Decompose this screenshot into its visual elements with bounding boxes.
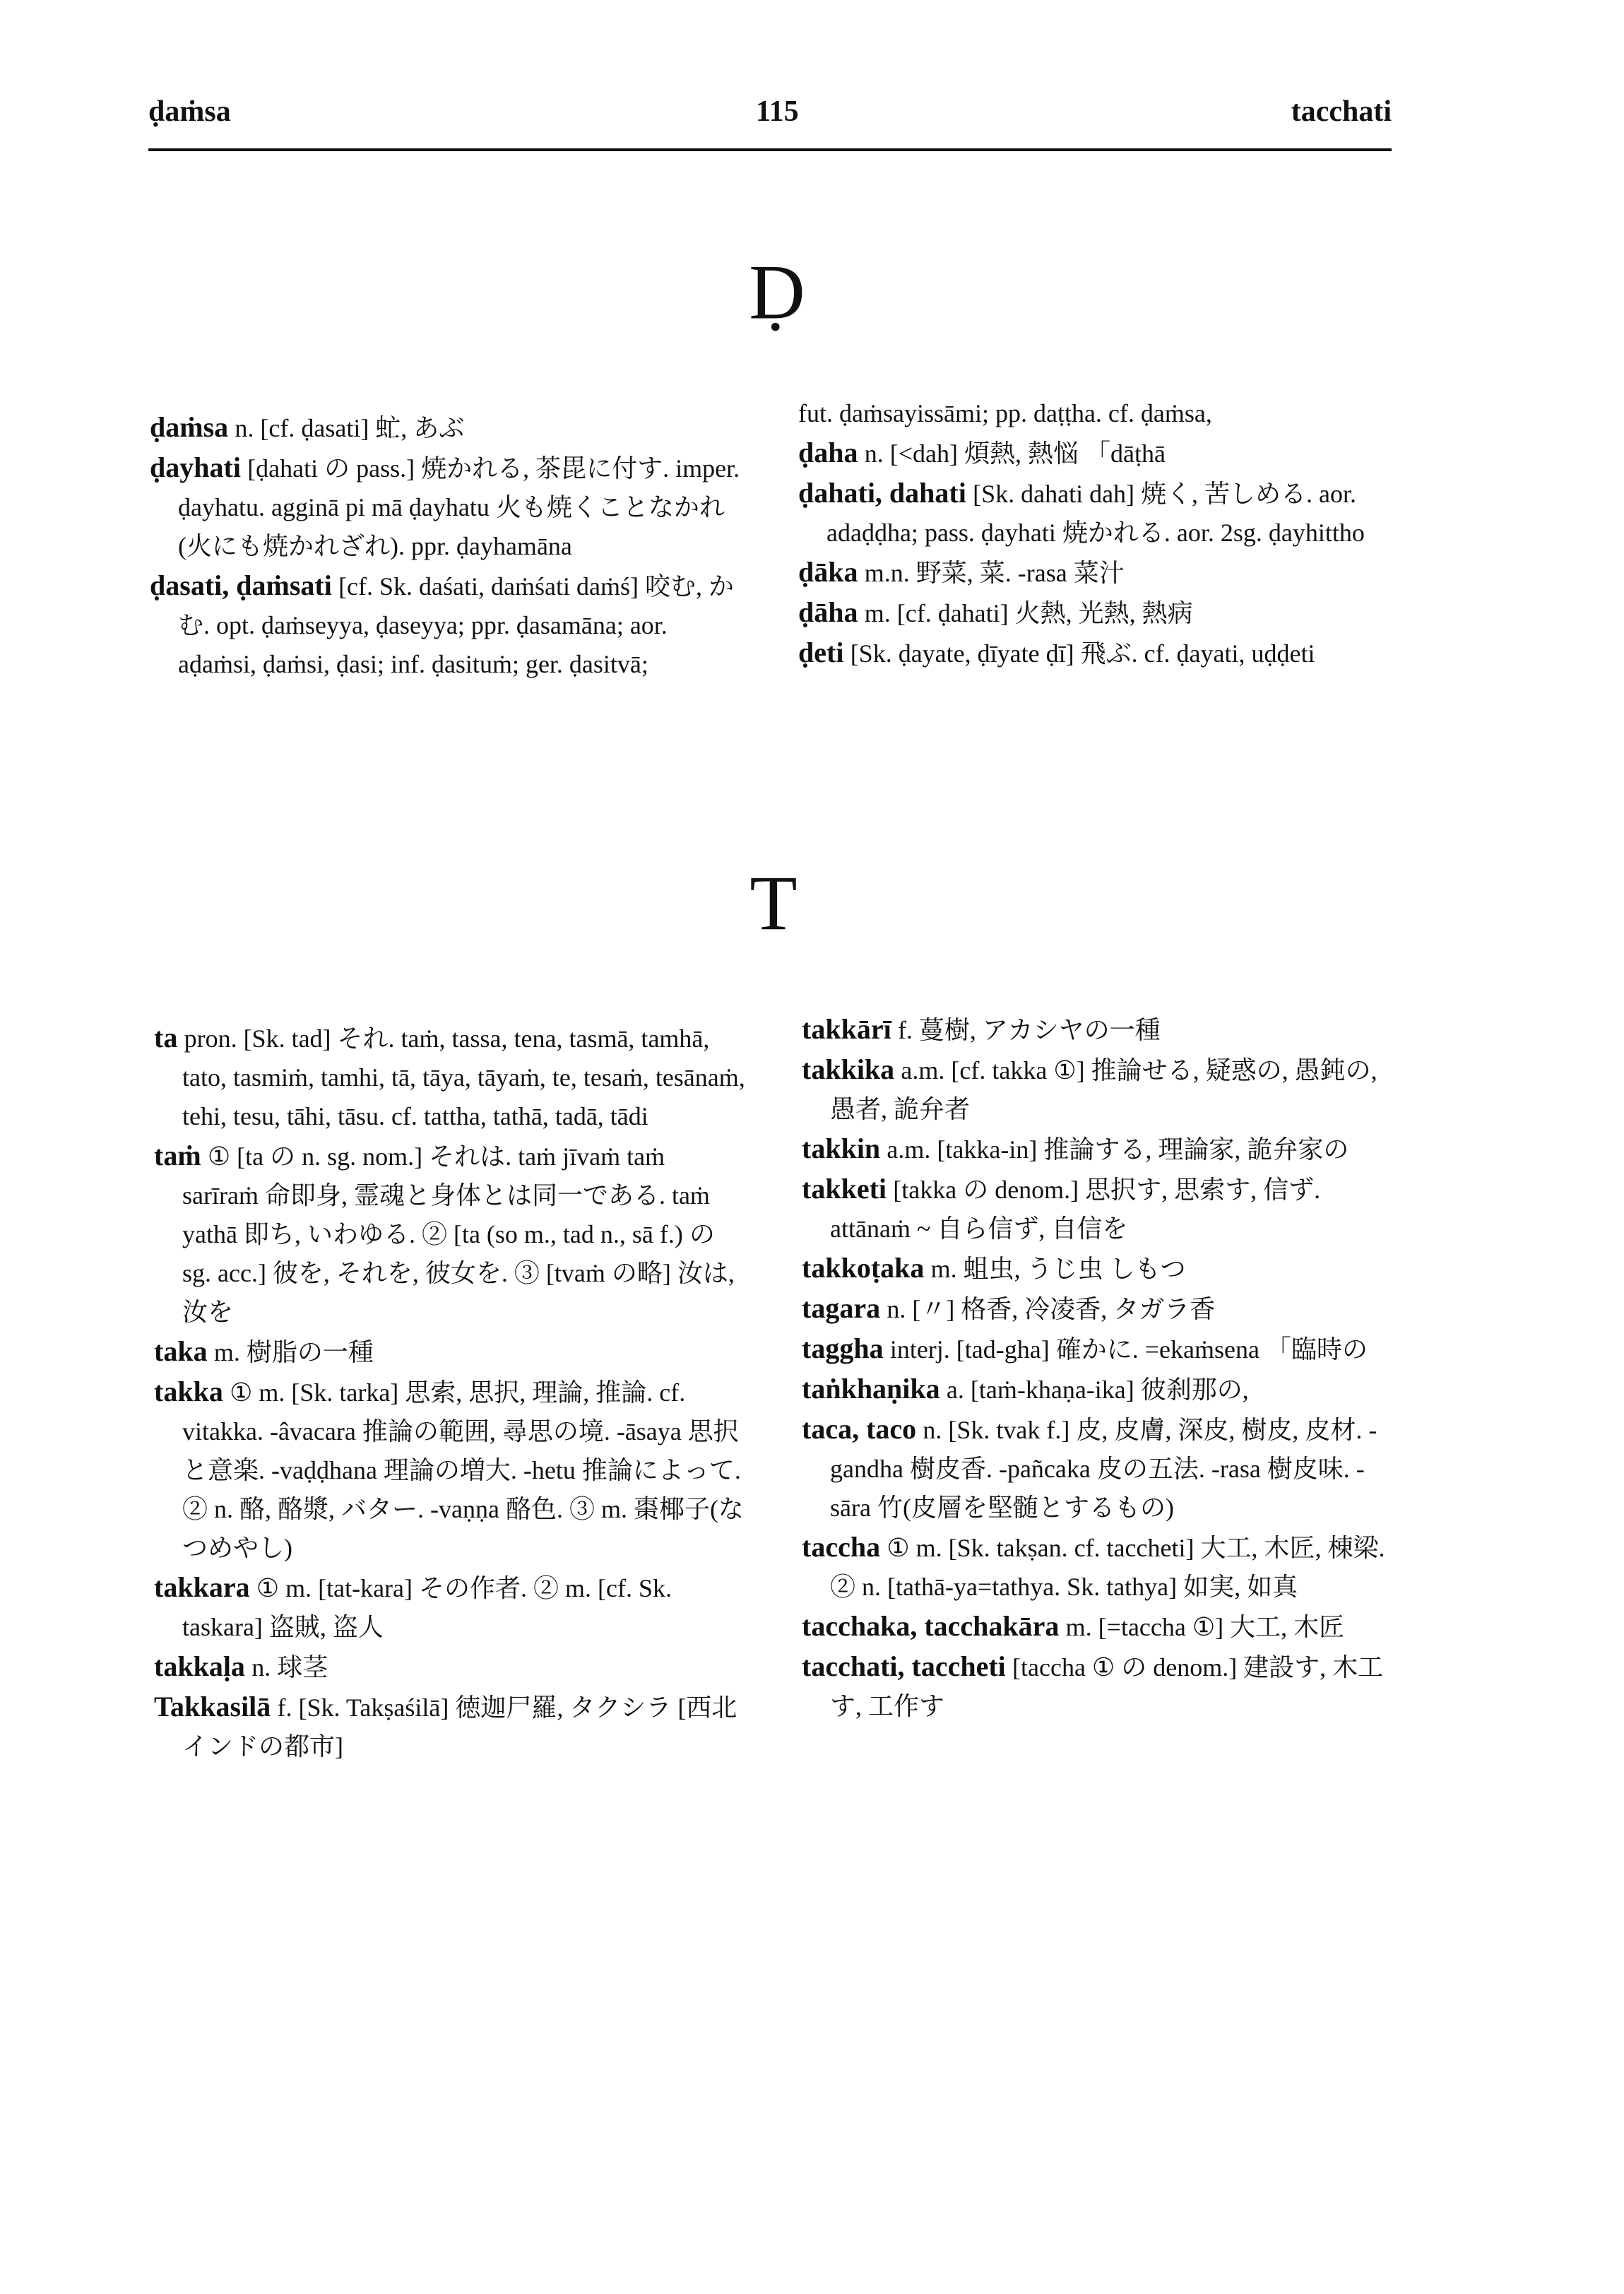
entry-headword: takkin — [802, 1133, 881, 1164]
dictionary-entry — [802, 1607, 1402, 1647]
entry-headword: takketi — [802, 1173, 887, 1205]
entry-headword: taṁ — [154, 1140, 201, 1171]
dictionary-entry — [802, 1648, 1402, 1726]
entry-definition: m. [cf. ḍahati] 火熱, 光熱, 熱病 — [864, 599, 1193, 627]
dictionary-entry — [154, 1137, 747, 1332]
entry-headword: takkika — [802, 1053, 895, 1085]
column-d-left — [150, 408, 743, 685]
entry-definition: n. [Sk. tvak f.] 皮, 皮膚, 深皮, 樹皮, 皮材. -gandha 樹皮香. -pañcaka 皮の五法. -rasa 樹皮味. -sāra 竹(皮層を堅髄とするもの) — [830, 1416, 1377, 1522]
dictionary-entry — [802, 1410, 1402, 1527]
dictionary-entry — [798, 474, 1399, 552]
dictionary-entry — [802, 1528, 1402, 1607]
entry-definition: interj. [tad-gha] 確かに. =ekaṁsena 「臨時の — [889, 1335, 1368, 1364]
column-t-right — [802, 1010, 1402, 1727]
entry-definition: ① m. [Sk. takṣan. cf. taccheti] 大工, 木匠, 棟梁. ② n. [tathā-ya=tathya. Sk. tathya] 如実, 如真 — [830, 1534, 1385, 1601]
entry-headword: Takkasilā — [154, 1691, 271, 1722]
entry-definition: [Sk. dahati dah] 焼く, 苦しめる. aor. adaḍḍha; pass. ḍayhati 焼かれる. aor. 2sg. ḍayhittho — [826, 480, 1365, 547]
entry-definition: n. [〃] 格香, 冷凌香, タガラ香 — [887, 1295, 1216, 1323]
entry-definition: m. [=taccha ①] 大工, 木匠 — [1065, 1613, 1345, 1641]
entry-definition: n. 球茎 — [251, 1653, 328, 1681]
dictionary-entry — [802, 1370, 1402, 1409]
entry-headword: taṅkhaṇika — [802, 1373, 940, 1405]
entry-definition: pron. [Sk. tad] それ. taṁ, tassa, tena, tasmā, tamhā, tato, tasmiṁ, tamhi, tā, tāya, tāyaṁ, te, tesaṁ, tesānaṁ, tehi, tesu, tāhi, tāsu. cf. tattha, tathā, tadā, tādi — [182, 1024, 745, 1130]
entry-headword: ḍāka — [798, 556, 858, 588]
page-header — [148, 85, 1392, 151]
entry-headword: ḍaha — [798, 437, 858, 468]
entry-definition: a.m. [cf. takka ①] 推論せる, 疑惑の, 愚鈍の, 愚者, 詭弁者 — [830, 1056, 1377, 1123]
entry-headword: ta — [154, 1022, 178, 1053]
entry-headword: takkara — [154, 1571, 250, 1603]
running-head-right: tacchati — [1291, 95, 1392, 128]
running-head-left: ḍaṁsa — [148, 95, 231, 128]
entry-headword: tacchati, taccheti — [802, 1650, 1006, 1682]
entry-headword: tagara — [802, 1292, 881, 1324]
dictionary-entry — [802, 1130, 1402, 1169]
dictionary-entry — [150, 449, 743, 566]
entry-definition: [Sk. ḍayate, ḍīyate ḍī] 飛ぶ. cf. ḍayati, uḍḍeti — [850, 639, 1315, 668]
entry-headword: takkoṭaka — [802, 1252, 925, 1284]
column-d-right — [798, 394, 1399, 674]
dictionary-entry — [802, 1249, 1402, 1289]
entry-definition: a.m. [takka-in] 推論する, 理論家, 詭弁家の — [887, 1135, 1349, 1164]
entry-headword: taggha — [802, 1332, 884, 1364]
entry-definition: m. 樹脂の一種 — [213, 1338, 374, 1366]
entry-headword: ḍāha — [798, 596, 858, 628]
entry-headword: ḍeti — [798, 637, 844, 668]
entry-definition: [ḍahati の pass.] 焼かれる, 茶毘に付す. imper. ḍayhatu. agginā pi mā ḍayhatu 火も焼くことなかれ (火にも焼かれざれ). ppr. ḍayhamāna — [178, 454, 740, 560]
entry-definition: [taccha ① の denom.] 建設す, 木工す, 工作す — [830, 1653, 1384, 1720]
entry-definition: ① m. [tat-kara] その作者. ② m. [cf. Sk. taskara] 盗賊, 盗人 — [182, 1574, 672, 1641]
dictionary-entry — [802, 1289, 1402, 1329]
dictionary-entry — [150, 567, 743, 684]
section-letter-d: Ḍ — [749, 249, 805, 335]
entry-definition: m.n. 野菜, 菜. -rasa 菜汁 — [864, 559, 1125, 587]
entry-definition: [cf. Sk. daśati, daṁśati daṁś] 咬む, かむ. opt. ḍaṁseyya, ḍaseyya; ppr. ḍasamāna; aor. aḍaṁsi, ḍaṁsi, ḍasi; inf. ḍasituṁ; ger. ḍasitvā; — [178, 572, 734, 678]
entry-definition: a. [taṁ-khaṇa-ika] 彼刹那の, — [946, 1376, 1249, 1404]
entry-headword: ḍayhati — [150, 451, 241, 483]
entry-headword: ḍahati, dahati — [798, 477, 966, 509]
dictionary-entry — [798, 553, 1399, 593]
dictionary-entry — [802, 1051, 1402, 1129]
dictionary-entry-continuation — [798, 394, 1399, 433]
dictionary-entry — [802, 1010, 1402, 1050]
entry-headword: tacchaka, tacchakāra — [802, 1610, 1060, 1642]
entry-headword: taca, taco — [802, 1413, 917, 1445]
entry-definition: f. 蔓樹, アカシヤの一種 — [897, 1016, 1161, 1044]
entry-headword: takkārī — [802, 1013, 891, 1045]
dictionary-entry — [154, 1373, 747, 1568]
dictionary-entry — [798, 593, 1399, 633]
section-letter-t: T — [749, 860, 798, 946]
dictionary-entry — [154, 1648, 747, 1687]
entry-definition: ① [ta の n. sg. nom.] それは. taṁ jīvaṁ taṁ sarīraṁ 命即身, 霊魂と身体とは同一である. taṁ yathā 即ち, いわゆる. ② [ta (so m., tad n., sā f.) の sg. acc.] 彼を, それを, 彼女を. ③ [tvaṁ の略] 汝は, 汝を — [182, 1142, 735, 1326]
entry-headword: takka — [154, 1376, 223, 1407]
entry-definition: n. [cf. ḍasati] 虻, あぶ — [235, 414, 465, 442]
entry-definition: [takka の denom.] 思択す, 思索す, 信ず. attānaṁ ~ 自ら信ず, 自信を — [830, 1176, 1321, 1243]
entry-definition: f. [Sk. Takṣaśilā] 徳迦尸羅, タクシラ [西北インドの都市] — [182, 1693, 737, 1761]
dictionary-entry — [802, 1170, 1402, 1248]
entry-headword: ḍasati, ḍaṁsati — [150, 569, 332, 601]
entry-headword: taka — [154, 1335, 208, 1367]
dictionary-entry — [154, 1019, 747, 1136]
entry-headword: takkaḷa — [154, 1650, 245, 1682]
dictionary-entry — [798, 434, 1399, 473]
dictionary-entry — [798, 634, 1399, 673]
entry-definition: n. [<dah] 煩熱, 熱悩 「dāṭhā — [864, 439, 1166, 468]
entry-definition: fut. ḍaṁsayissāmi; pp. daṭṭha. cf. ḍaṁsa, — [798, 399, 1212, 427]
dictionary-entry — [154, 1568, 747, 1647]
page-number: 115 — [756, 95, 799, 128]
column-t-left — [154, 1019, 747, 1767]
dictionary-entry — [802, 1330, 1402, 1369]
entry-definition: ① m. [Sk. tarka] 思索, 思択, 理論, 推論. cf. vitakka. -âvacara 推論の範囲, 尋思の境. -āsaya 思択と意楽. -vaḍḍhana 理論の増大. -hetu 推論によって. ② n. 酪, 酪漿, バター. -vaṇṇa 酪色. ③ m. 棗椰子(なつめやし) — [182, 1378, 744, 1562]
dictionary-entry — [154, 1332, 747, 1372]
entry-definition: m. 蛆虫, うじ虫 しもつ — [930, 1255, 1186, 1283]
entry-headword: taccha — [802, 1531, 881, 1563]
dictionary-entry — [154, 1688, 747, 1766]
entry-headword: ḍaṁsa — [150, 411, 229, 443]
dictionary-entry — [150, 408, 743, 448]
